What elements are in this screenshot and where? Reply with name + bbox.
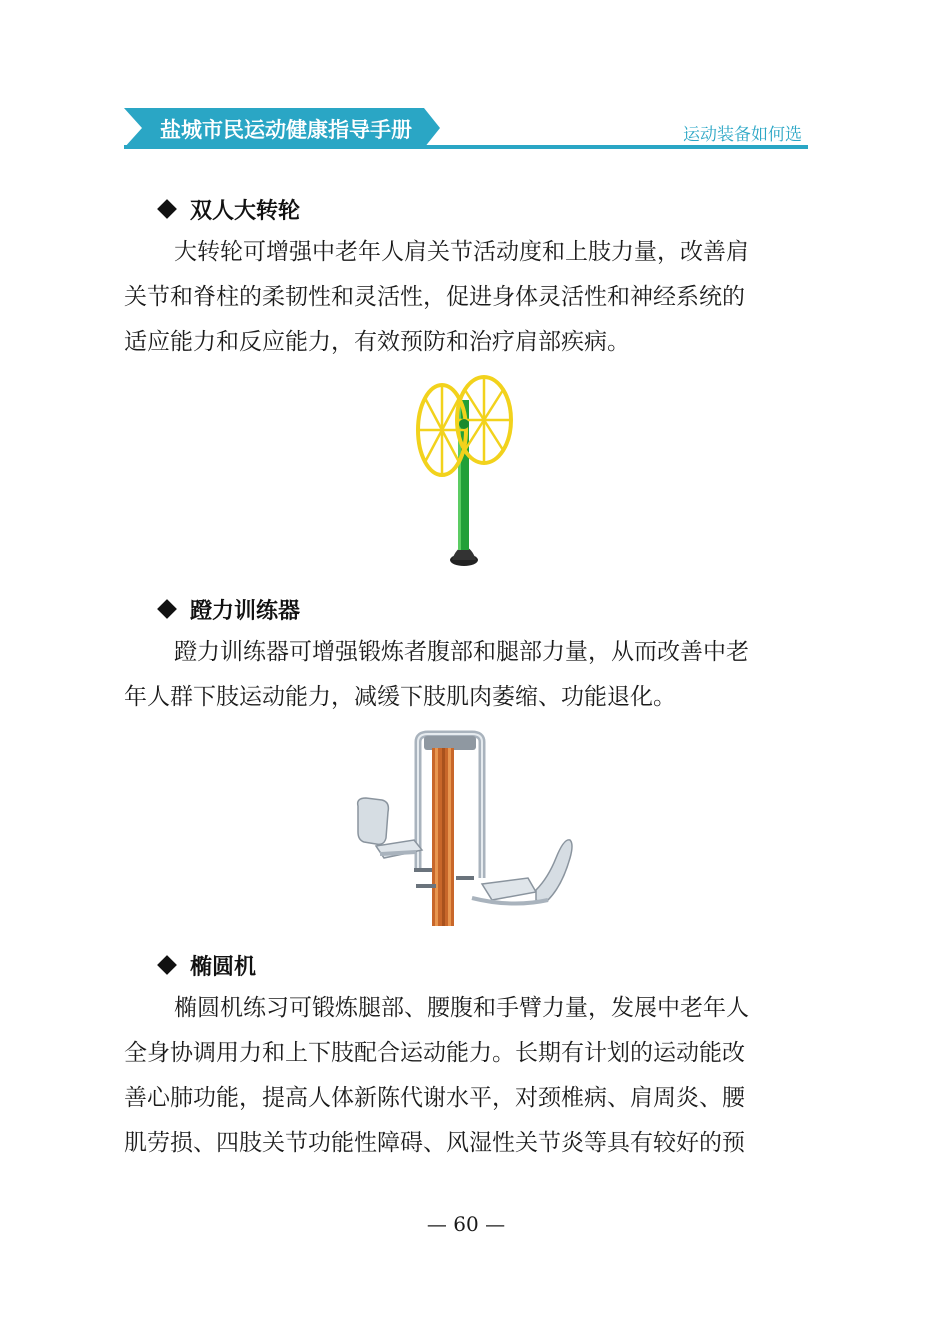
section-heading-text: 蹬力训练器 [190, 599, 301, 624]
header-section-title: 运动装备如何选 [683, 125, 802, 145]
paragraph-line: 善心肺功能，提高人体新陈代谢水平，对颈椎病、肩周炎、腰 [124, 1085, 745, 1111]
paragraph-line: 年人群下肢运动能力，减缓下肢肌肉萎缩、功能退化。 [124, 684, 676, 710]
header-rule [124, 145, 808, 149]
section-paragraph [124, 986, 808, 1166]
section-paragraph [124, 630, 808, 720]
section-heading-text: 椭圆机 [190, 955, 257, 980]
section-heading [160, 194, 300, 225]
header-title: 盐城市民运动健康指导手册 [160, 118, 412, 142]
page-header [124, 108, 808, 152]
double-wheel-equipment-image [408, 372, 526, 568]
paragraph-line: 肌劳损、四肢关节功能性障碍、风湿性关节炎等具有较好的预 [124, 1130, 745, 1156]
paragraph-line: 蹬力训练器可增强锻炼者腹部和腿部力量，从而改善中老 [174, 639, 749, 665]
section-heading [160, 950, 256, 981]
paragraph-line: 椭圆机练习可锻炼腿部、腰腹和手臂力量，发展中老年人 [174, 995, 749, 1021]
diamond-bullet-icon [157, 599, 177, 619]
diamond-bullet-icon [157, 199, 177, 219]
page-number: — 60 — [426, 1212, 506, 1236]
section-paragraph [124, 230, 808, 365]
paragraph-line: 关节和脊柱的柔韧性和灵活性，促进身体灵活性和神经系统的 [124, 284, 745, 310]
diamond-bullet-icon [157, 955, 177, 975]
paragraph-line: 全身协调用力和上下肢配合运动能力。长期有计划的运动能改 [124, 1040, 745, 1066]
paragraph-line: 适应能力和反应能力，有效预防和治疗肩部疾病。 [124, 329, 630, 355]
section-heading-text: 双人大转轮 [190, 199, 301, 224]
leg-press-equipment-image [352, 728, 576, 928]
paragraph-line: 大转轮可增强中老年人肩关节活动度和上肢力量，改善肩 [174, 239, 749, 265]
section-heading [160, 594, 300, 625]
